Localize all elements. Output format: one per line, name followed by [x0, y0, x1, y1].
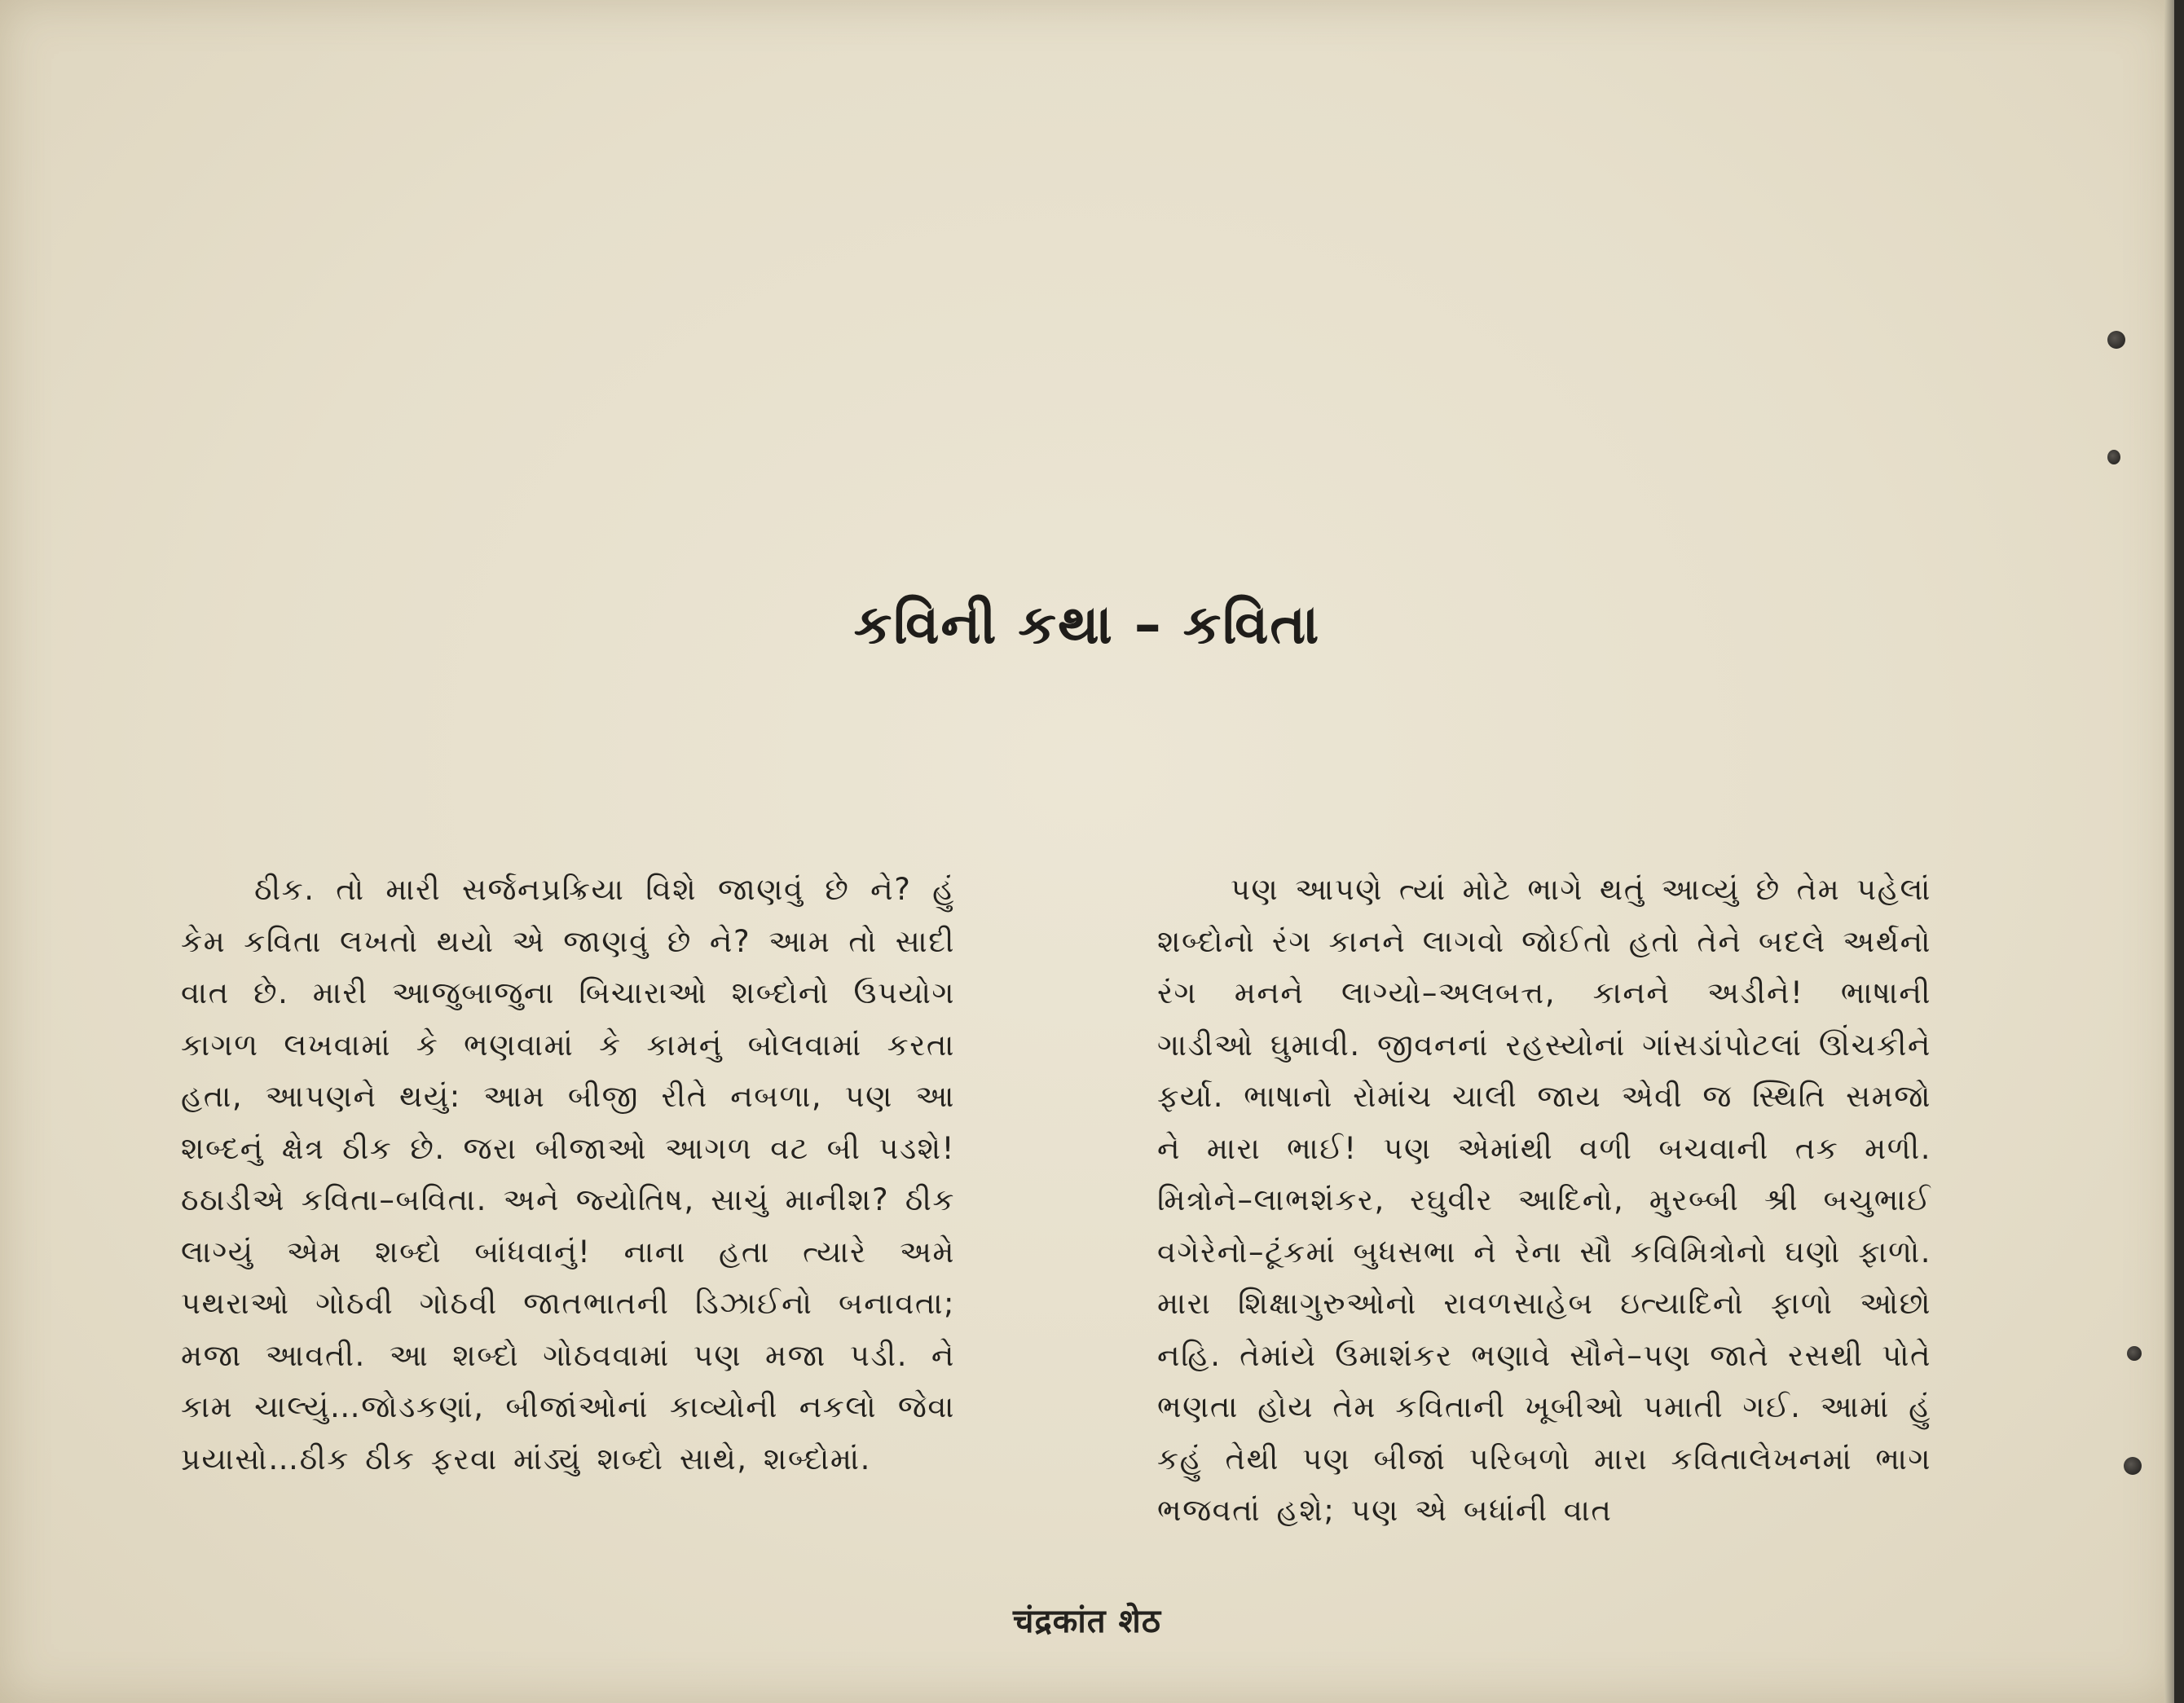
text-column-right: [1157, 864, 1931, 1537]
paragraph: પણ આપણે ત્યાં મોટે ભાગે થતું આવ્યું છે તેમ પહેલાં શબ્દોનો રંગ કાનને લાગવો જોઈતો હતો તેને બદલે અર્થનો રંગ મનને લાગ્યો–અલબત્ત, કાનને અડીને! ભાષાની ગાડીઓ ઘુમાવી. જીવનનાં રહસ્યોનાં ગાંસડાંપોટલાં ઊંચકીને ફર્યા. ભાષાનો રોમાંચ ચાલી જાય એવી જ સ્થિતિ સમજો ને મારા ભાઈ! પણ એમાંથી વળી બચવાની તક મળી. મિત્રોને–લાભશંકર, રઘુવીર આદિનો, મુરબ્બી શ્રી બચુભાઈ વગેરેનો–ટૂંકમાં બુધસભા ને રેના સૌ કવિમિત્રોનો ઘણો ફાળો. મારા શિક્ષાગુરુઓનો રાવળસાહેબ ઇત્યાદિનો ફાળો ઓછો નહિ. તેમાંયે ઉમાશંકર ભણાવે સૌને–પણ જાતે રસથી પોતે ભણતા હોય તેમ કવિતાની ખૂબીઓ પમાતી ગઈ. આમાં હું કહું તેથી પણ બીજાં પરિબળો મારા કવિતાલેખનમાં ભાગ ભજવતાં હશે; પણ એ બધાંની વાત: [1157, 872, 1931, 1528]
text-column-left: [181, 864, 955, 1485]
article-title: કવિની કથા – કવિતા: [853, 593, 1321, 656]
page-edge: [2164, 0, 2174, 1703]
binding-hole: [2107, 331, 2125, 349]
binding-hole: [2124, 1457, 2142, 1475]
paragraph: ઠીક. તો મારી સર્જનપ્રક્રિયા વિશે જાણવું છે ને? હું કેમ કવિતા લખતો થયો એ જાણવું છે ને? આમ તો સાદી વાત છે. મારી આજુબાજુના બિચારાઓ શબ્દોનો ઉપયોગ કાગળ લખવામાં કે ભણવામાં કે કામનું બોલવામાં કરતા હતા, આપણને થયું: આમ બીજી રીતે નબળા, પણ આ શબ્દનું ક્ષેત્ર ઠીક છે. જરા બીજાઓ આગળ વટ બી પડશે! ઠઠાડીએ કવિતા–બવિતા. અને જ્યોતિષ, સાચું માનીશ? ઠીક લાગ્યું એમ શબ્દો બાંધવાનું! નાના હતા ત્યારે અમે પથરાઓ ગોઠવી ગોઠવી જાતભાતની ડિઝાઈનો બનાવતા; મજા આવતી. આ શબ્દો ગોઠવવામાં પણ મજા પડી. ને કામ ચાલ્યું…જોડકણાં, બીજાંઓનાં કાવ્યોની નકલો જેવા પ્રયાસો…ઠીક ઠીક ફરવા માંડ્યું શબ્દો સાથે, શબ્દોમાં.: [181, 872, 955, 1476]
binding-hole: [2107, 450, 2120, 464]
author-name: चंद्रकांत शेठ: [1013, 1603, 1161, 1640]
binding-hole: [2127, 1346, 2142, 1361]
